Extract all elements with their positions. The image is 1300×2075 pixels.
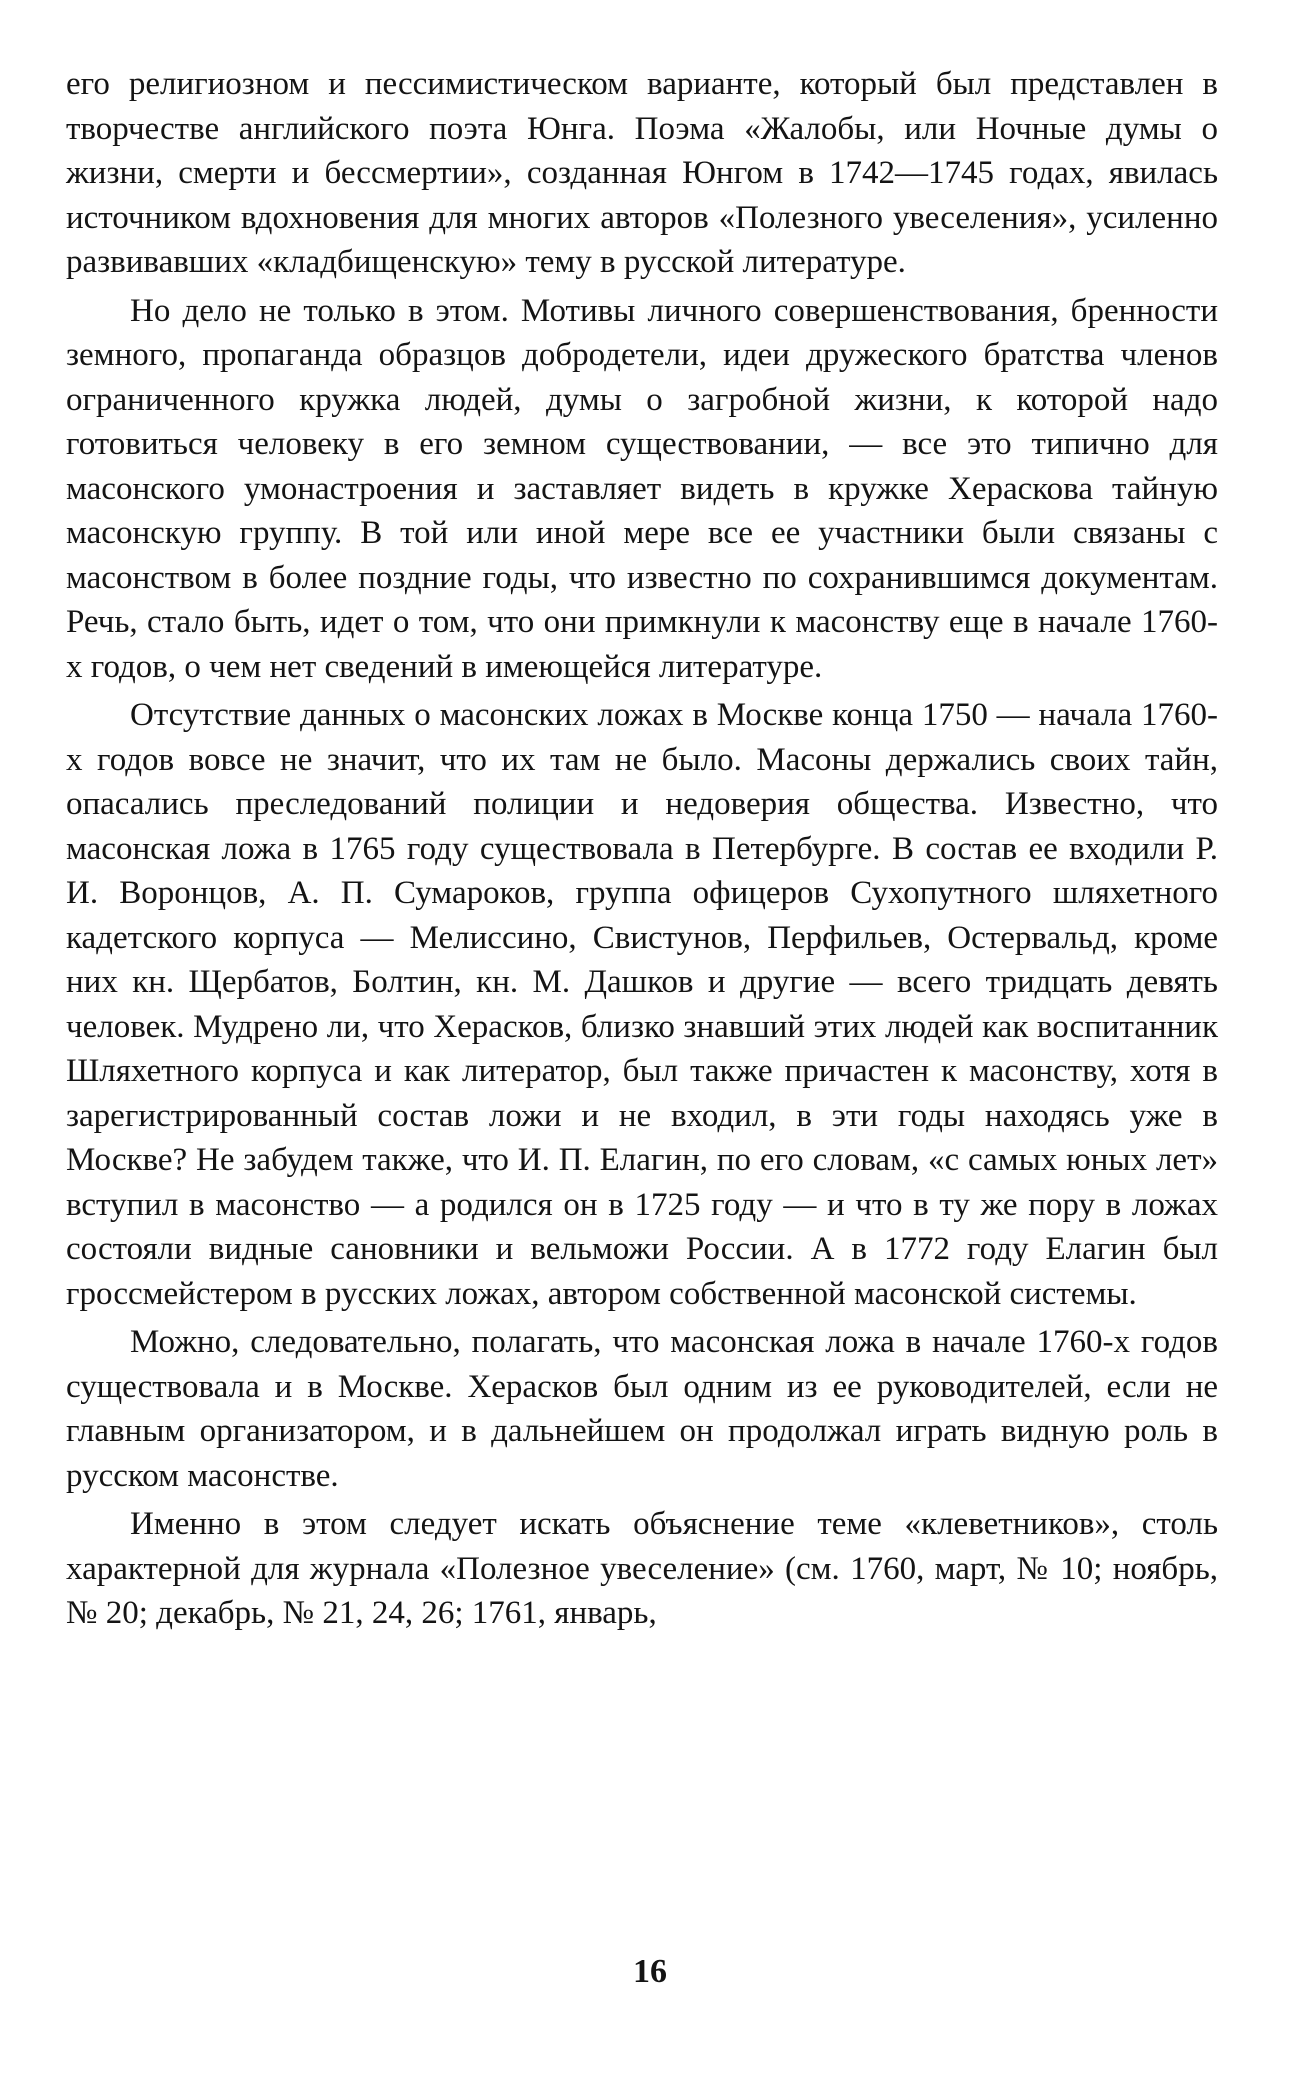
paragraph-2: Но дело не только в этом. Мотивы личного совершенствования, бренности земного, пропаганда образцов добродетели, идеи дружеского братства членов ограниченного кружка людей, думы о загробной жизни, к которой надо готовиться человеку в его земном существовании, — все это типично для масонского умонастроения и заставляет видеть в кружке Хераскова тайную масонскую группу. В той или иной мере все ее участники были связаны с масонством в более поздние годы, что известно по сохранившимся документам. Речь, стало быть, идет о том, что они примкнули к масонству еще в начале 1760-х годов, о чем нет сведений в имеющейся литературе. — [66, 292, 1218, 685]
paragraph-3: Отсутствие данных о масонских ложах в Москве конца 1750 — начала 1760-х годов вовсе не значит, что их там не было. Масоны держались своих тайн, опасались преследований полиции и недоверия общества. Известно, что масонская ложа в 1765 году существовала в Петербурге. В состав ее входили Р. И. Воронцов, А. П. Сумароков, группа офицеров Сухопутного шляхетного кадетского корпуса — Мелиссино, Свистунов, Перфильев, Остервальд, кроме них кн. Щербатов, Болтин, кн. М. Дашков и другие — всего тридцать девять человек. Мудрено ли, что Херасков, близко знавший этих людей как воспитанник Шляхетного корпуса и как литератор, был также причастен к масонству, хотя в зарегистрированный состав ложи и не входил, в эти годы находясь уже в Москве? Не забудем также, что И. П. Елагин, по его словам, «с самых юных лет» вступил в масонство — а родился он в 1725 году — и что в ту же пору в ложах состояли видные сановники и вельможи России. А в 1772 году Елагин был гроссмейстером в русских ложах, автором собственной масонской системы. — [66, 697, 1218, 1312]
page-number: 16 — [633, 1953, 667, 1990]
paragraph-5: Именно в этом следует искать объяснение теме «клеветников», столь характерной для журнала «Полезное увеселение» (см. 1760, март, № 10; ноябрь, № 20; декабрь, № 21, 24, 26; 1761, январь, — [66, 1506, 1218, 1631]
paragraph-1: его религиозном и пессимистическом варианте, который был представлен в творчестве английского поэта Юнга. Поэма «Жалобы, или Ночные думы о жизни, смерти и бессмертии», созданная Юнгом в 1742—1745 годах, явилась источником вдохновения для многих авторов «Полезного увеселения», усиленно развивавших «кладбищенскую» тему в русской литературе. — [66, 66, 1218, 280]
body-text — [66, 62, 1218, 1636]
paragraph-4: Можно, следовательно, полагать, что масонская ложа в начале 1760-х годов существовала и в Москве. Херасков был одним из ее руководителей, если не главным организатором, и в дальнейшем он продолжал играть видную роль в русском масонстве. — [66, 1324, 1218, 1494]
